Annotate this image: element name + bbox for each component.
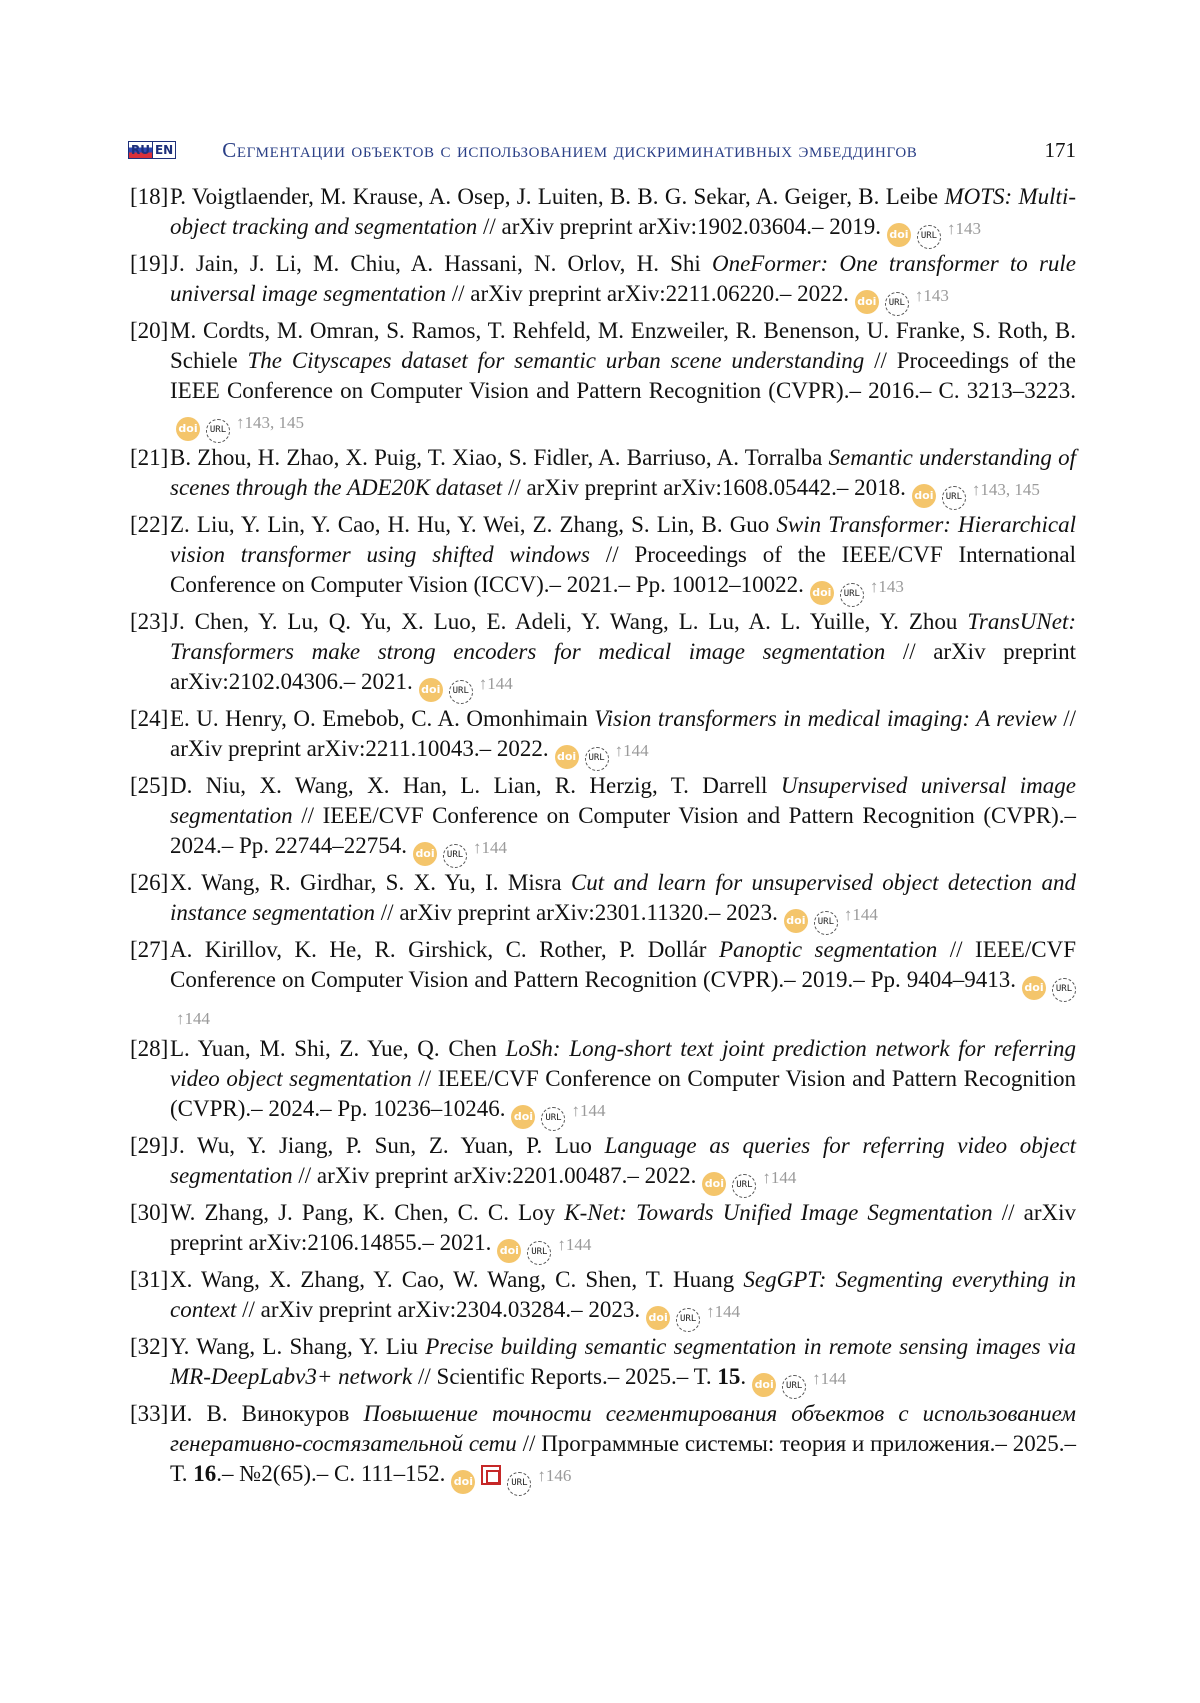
reference-source: // arXiv preprint arXiv:2211.10043.– 2022. bbox=[170, 706, 1076, 761]
doi-icon[interactable]: doi bbox=[887, 223, 911, 247]
reference-authors: J. Jain, J. Li, M. Chiu, A. Hassani, N. Orlov, H. Shi bbox=[170, 251, 712, 276]
backref-link[interactable]: ↑144 bbox=[176, 1009, 210, 1028]
reference-entry bbox=[128, 607, 1076, 704]
reference-entry bbox=[128, 1131, 1076, 1198]
reference-source: // IEEE/CVF Conference on Computer Vision and Pattern Recognition (CVPR).– 2024.– Pp. 10236–10246. bbox=[170, 1066, 1077, 1121]
reference-entry bbox=[128, 249, 1076, 316]
reference-number: [31] bbox=[130, 1267, 169, 1292]
reference-source: // arXiv preprint arXiv:1608.05442.– 2018. bbox=[502, 475, 906, 500]
reference-entry bbox=[128, 443, 1076, 510]
reference-entry bbox=[128, 1198, 1076, 1265]
url-icon[interactable]: URL bbox=[541, 1107, 565, 1131]
url-icon[interactable]: URL bbox=[732, 1174, 756, 1198]
url-icon[interactable]: URL bbox=[443, 844, 467, 868]
backref-link[interactable]: ↑144 bbox=[762, 1168, 797, 1187]
url-icon[interactable]: URL bbox=[449, 680, 473, 704]
backref-link[interactable]: ↑143 bbox=[914, 286, 949, 305]
backref-link[interactable]: ↑144 bbox=[614, 741, 649, 760]
reference-source: // Scientific Reports.– 2025.– T. bbox=[412, 1364, 718, 1389]
url-icon[interactable]: URL bbox=[885, 292, 909, 316]
reference-title: K-Net: Towards Unified Image Segmentation bbox=[564, 1200, 993, 1225]
url-icon[interactable]: URL bbox=[507, 1472, 531, 1496]
reference-authors: X. Wang, X. Zhang, Y. Cao, W. Wang, C. Shen, T. Huang bbox=[170, 1267, 744, 1292]
reference-source: // IEEE/CVF Conference on Computer Vision and Pattern Recognition (CVPR).– 2019.– Pp. 9404–9413. bbox=[170, 937, 1076, 992]
reference-title: Swin Transformer: Hierarchical vision transformer using shifted windows bbox=[170, 512, 1076, 567]
reference-entry bbox=[128, 1034, 1076, 1131]
doi-icon[interactable]: doi bbox=[646, 1306, 670, 1330]
reference-entry bbox=[128, 316, 1076, 443]
reference-authors: A. Kirillov, K. He, R. Girshick, C. Rother, P. Dollár bbox=[170, 937, 719, 962]
reference-authors: И. В. Винокуров bbox=[170, 1401, 364, 1426]
reference-source: // arXiv preprint arXiv:1902.03604.– 2019. bbox=[477, 214, 881, 239]
backref-link[interactable]: ↑143, 145 bbox=[236, 413, 304, 432]
reference-title: MOTS: Multi-object tracking and segmentation bbox=[170, 184, 1076, 239]
reference-source: // arXiv preprint arXiv:2304.03284.– 2023. bbox=[236, 1297, 641, 1322]
reference-title: Unsupervised universal image segmentation bbox=[170, 773, 1076, 828]
reference-number: [33] bbox=[130, 1401, 169, 1426]
reference-source: // arXiv preprint arXiv:2211.06220.– 2022. bbox=[445, 281, 849, 306]
url-icon[interactable]: URL bbox=[585, 747, 609, 771]
backref-link[interactable]: ↑144 bbox=[557, 1235, 592, 1254]
reference-entry bbox=[128, 510, 1076, 607]
doi-icon[interactable]: doi bbox=[176, 417, 200, 441]
language-flag-icon[interactable] bbox=[128, 141, 176, 159]
doi-icon[interactable]: doi bbox=[419, 678, 443, 702]
backref-link[interactable]: ↑143, 145 bbox=[971, 480, 1040, 499]
reference-source: // arXiv preprint arXiv:2102.04306.– 2021. bbox=[170, 639, 1076, 694]
url-icon[interactable]: URL bbox=[917, 225, 941, 249]
reference-title: LoSh: Long-short text joint prediction network for referring video object segmentation bbox=[170, 1036, 1076, 1091]
reference-title: Vision transformers in medical imaging: A review bbox=[594, 706, 1057, 731]
reference-entry bbox=[128, 1399, 1076, 1496]
reference-authors: E. U. Henry, O. Emebob, C. A. Omonhimain bbox=[170, 706, 595, 731]
url-icon[interactable]: URL bbox=[1052, 978, 1076, 1002]
reference-source: // Proceedings of the IEEE/CVF International Conference on Computer Vision (ICCV).– 2021.– Pp. 10012–10022. bbox=[170, 542, 1076, 597]
reference-entry bbox=[128, 1332, 1076, 1399]
reference-number: [28] bbox=[130, 1036, 169, 1061]
reference-volume: 15 bbox=[717, 1364, 741, 1389]
url-icon[interactable]: URL bbox=[527, 1241, 551, 1265]
backref-link[interactable]: ↑143 bbox=[946, 219, 981, 238]
doi-icon[interactable]: doi bbox=[451, 1470, 475, 1494]
page-number: 171 bbox=[1044, 137, 1076, 162]
reference-title: Panoptic segmentation bbox=[718, 937, 938, 962]
backref-link[interactable]: ↑144 bbox=[843, 905, 878, 924]
reference-title: Cut and learn for unsupervised object detection and instance segmentation bbox=[170, 870, 1076, 925]
reference-number: [26] bbox=[130, 870, 169, 895]
reference-number: [29] bbox=[130, 1133, 169, 1158]
reference-authors: X. Wang, R. Girdhar, S. X. Yu, I. Misra bbox=[170, 870, 571, 895]
reference-title: Language as queries for referring video object segmentation bbox=[170, 1133, 1076, 1188]
reference-number: [24] bbox=[130, 706, 169, 731]
url-icon[interactable]: URL bbox=[676, 1308, 700, 1332]
backref-link[interactable]: ↑144 bbox=[473, 838, 508, 857]
reference-entry bbox=[128, 1265, 1076, 1332]
reference-volume: 16 bbox=[193, 1461, 217, 1486]
reference-number: [22] bbox=[130, 512, 169, 537]
reference-source: // Proceedings of the IEEE Conference on Computer Vision and Pattern Recognition (CVPR).– 2016.– C. 3213–3223. bbox=[170, 348, 1076, 403]
reference-tail: . bbox=[740, 1364, 747, 1389]
reference-authors: J. Wu, Y. Jiang, P. Sun, Z. Yuan, P. Luo bbox=[170, 1133, 605, 1158]
reference-source: // Программные системы: теория и приложения.– 2025.– Т. bbox=[170, 1431, 1077, 1486]
reference-number: [20] bbox=[130, 318, 169, 343]
reference-authors: M. Cordts, M. Omran, S. Ramos, T. Rehfeld, M. Enzweiler, R. Benenson, U. Franke, S. Roth, B. Schiele bbox=[170, 318, 1076, 373]
reference-title: SegGPT: Segmenting everything in context bbox=[170, 1267, 1077, 1322]
doi-icon[interactable]: doi bbox=[1022, 976, 1046, 1000]
reference-entry bbox=[128, 771, 1076, 868]
reference-number: [19] bbox=[130, 251, 169, 276]
flag-ru-label: RU bbox=[128, 141, 153, 159]
running-header bbox=[128, 136, 1076, 164]
reference-authors: Z. Liu, Y. Lin, Y. Cao, H. Hu, Y. Wei, Z. Zhang, S. Lin, B. Guo bbox=[170, 512, 777, 537]
flag-en-label: EN bbox=[153, 141, 176, 159]
backref-link[interactable]: ↑143 bbox=[869, 577, 904, 596]
reference-number: [25] bbox=[130, 773, 169, 798]
url-icon[interactable]: URL bbox=[814, 911, 838, 935]
doi-icon[interactable]: doi bbox=[497, 1239, 521, 1263]
reference-source: // arXiv preprint arXiv:2106.14855.– 2021. bbox=[170, 1200, 1076, 1255]
reference-source: // arXiv preprint arXiv:2301.11320.– 2023. bbox=[375, 900, 778, 925]
url-icon[interactable]: URL bbox=[782, 1375, 806, 1399]
backref-link[interactable]: ↑144 bbox=[478, 674, 513, 693]
reference-number: [30] bbox=[130, 1200, 169, 1225]
reference-tail: .– №2(65).– С. 111–152. bbox=[216, 1461, 446, 1486]
backref-link[interactable]: ↑146 bbox=[537, 1466, 572, 1485]
reference-number: [21] bbox=[130, 445, 169, 470]
url-icon[interactable]: URL bbox=[206, 419, 230, 443]
reference-source: // arXiv preprint arXiv:2201.00487.– 2022. bbox=[292, 1163, 697, 1188]
doi-icon[interactable]: doi bbox=[555, 745, 579, 769]
backref-link[interactable]: ↑144 bbox=[706, 1302, 741, 1321]
doi-icon[interactable]: doi bbox=[855, 290, 879, 314]
reference-authors: Y. Wang, L. Shang, Y. Liu bbox=[170, 1334, 426, 1359]
doi-icon[interactable]: doi bbox=[413, 842, 437, 866]
reference-authors: P. Voigtlaender, M. Krause, A. Osep, J. Luiten, B. B. G. Sekar, A. Geiger, B. Leibe bbox=[170, 184, 945, 209]
reference-title: Semantic understanding of scenes through the ADE20K dataset bbox=[170, 445, 1076, 500]
reference-authors: B. Zhou, H. Zhao, X. Puig, T. Xiao, S. Fidler, A. Barriuso, A. Torralba bbox=[170, 445, 829, 470]
reference-authors: J. Chen, Y. Lu, Q. Yu, X. Luo, E. Adeli, Y. Wang, L. Lu, A. L. Yuille, Y. Zhou bbox=[170, 609, 968, 634]
reference-authors: D. Niu, X. Wang, X. Han, L. Lian, R. Herzig, T. Darrell bbox=[170, 773, 781, 798]
running-title: Сегментации объектов с использованием дискриминативных эмбеддингов bbox=[222, 137, 918, 162]
reference-number: [23] bbox=[130, 609, 169, 634]
reference-number: [18] bbox=[130, 184, 169, 209]
reference-title: OneFormer: One transformer to rule universal image segmentation bbox=[170, 251, 1076, 306]
reference-number: [27] bbox=[130, 937, 169, 962]
url-icon[interactable]: URL bbox=[840, 583, 864, 607]
doi-icon[interactable]: doi bbox=[810, 581, 834, 605]
doi-icon[interactable]: doi bbox=[912, 484, 936, 508]
doi-icon[interactable]: doi bbox=[784, 909, 808, 933]
reference-authors: W. Zhang, J. Pang, K. Chen, C. C. Loy bbox=[170, 1200, 565, 1225]
reference-title: TransUNet: Transformers make strong encoders for medical image segmentation bbox=[170, 609, 1076, 664]
reference-title: Precise building semantic segmentation in remote sensing images via MR-DeepLabv3+ network bbox=[170, 1334, 1076, 1389]
url-icon[interactable]: URL bbox=[942, 486, 966, 510]
reference-title: Повышение точности сегментирования объектов с использованием генеративно-состязательной сети bbox=[170, 1401, 1076, 1456]
reference-authors: L. Yuan, M. Shi, Z. Yue, Q. Chen bbox=[170, 1036, 506, 1061]
backref-link[interactable]: ↑144 bbox=[571, 1101, 606, 1120]
reference-number: [32] bbox=[130, 1334, 169, 1359]
reference-entry bbox=[128, 868, 1076, 935]
reference-list bbox=[128, 182, 1076, 1496]
reference-title: The Cityscapes dataset for semantic urban scene understanding bbox=[247, 348, 865, 373]
reference-source: // IEEE/CVF Conference on Computer Vision and Pattern Recognition (CVPR).– 2024.– Pp. 22744–22754. bbox=[170, 803, 1076, 858]
doi-icon[interactable]: doi bbox=[752, 1373, 776, 1397]
backref-link[interactable]: ↑144 bbox=[812, 1369, 847, 1388]
pdf-icon[interactable] bbox=[481, 1465, 501, 1485]
reference-entry bbox=[128, 935, 1076, 1034]
reference-entry bbox=[128, 704, 1076, 771]
doi-icon[interactable]: doi bbox=[511, 1105, 535, 1129]
doi-icon[interactable]: doi bbox=[702, 1172, 726, 1196]
reference-entry bbox=[128, 182, 1076, 249]
